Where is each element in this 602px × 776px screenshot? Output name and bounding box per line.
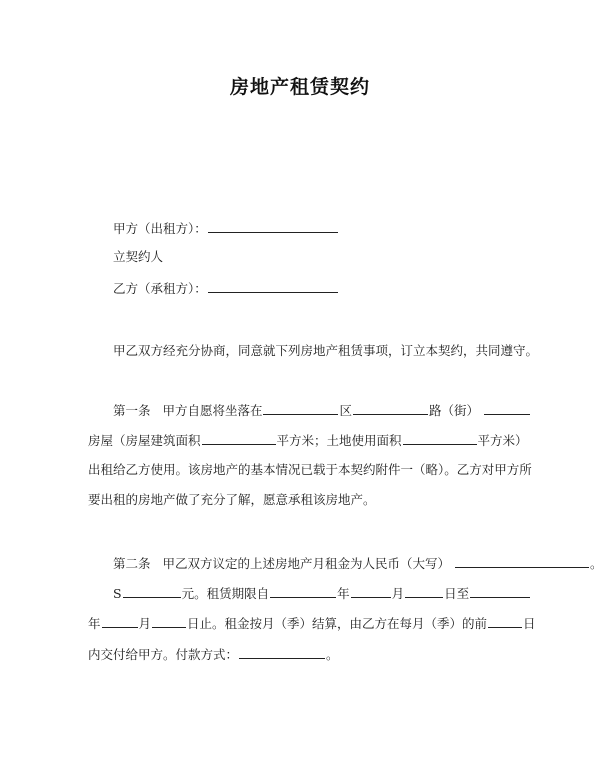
street-number-blank[interactable] — [484, 402, 530, 415]
start-month-blank[interactable] — [351, 585, 391, 598]
road-blank[interactable] — [353, 402, 428, 415]
party-b-label: 乙方（承租方）： — [113, 281, 207, 296]
article2-text: 日至 — [444, 586, 470, 601]
article1-text: 区 — [339, 403, 352, 418]
end-year-blank[interactable] — [470, 585, 530, 598]
article2-text: 甲乙双方议定的上述房地产月租金为人民币（大写） — [162, 556, 450, 571]
intro-paragraph: 甲乙双方经充分协商，同意就下列房地产租赁事项，订立本契约，共同遵守。 — [113, 343, 539, 358]
article2-text: 日 — [523, 616, 536, 631]
article2-line1 — [113, 555, 602, 572]
article2-text: 。 — [326, 647, 339, 662]
end-month-blank[interactable] — [102, 615, 138, 628]
article2-text: 月 — [391, 586, 405, 601]
article1-text: 平方米；土地使用面积 — [276, 433, 402, 448]
article1-line2 — [88, 432, 528, 449]
start-day-blank[interactable] — [405, 585, 443, 598]
party-b-blank[interactable] — [208, 280, 338, 293]
article1-line3: 出租给乙方使用。该房地产的基本情况已载于本契约附件一（略）。乙方对甲方所 — [88, 462, 532, 477]
party-b-line — [113, 280, 339, 297]
article1-text: 甲方自愿将坐落在 — [162, 403, 263, 418]
end-day-blank[interactable] — [152, 615, 186, 628]
party-a-blank[interactable] — [208, 220, 338, 233]
article1-text: 路（街） — [428, 403, 479, 418]
start-year-blank[interactable] — [270, 585, 336, 598]
article2-line4 — [88, 646, 339, 663]
article2-text: 。 — [589, 556, 602, 571]
land-area-blank[interactable] — [403, 432, 477, 445]
party-a-line — [113, 220, 339, 237]
article2-line2 — [113, 585, 531, 602]
article2-text: 年 — [337, 586, 350, 601]
article1-heading: 第一条 — [113, 403, 151, 418]
article1-text: 平方米） — [477, 433, 528, 448]
article1-line1 — [113, 402, 531, 419]
article2-heading: 第二条 — [113, 556, 151, 571]
article1-text: 房屋（房屋建筑面积 — [88, 433, 201, 448]
article1-line4: 要出租的房地产做了充分了解，愿意承租该房地产。 — [88, 492, 376, 507]
party-a-label: 甲方（出租方）： — [113, 221, 207, 236]
article2-text: 年 — [88, 616, 101, 631]
rent-uppercase-blank[interactable] — [455, 555, 589, 568]
payment-method-blank[interactable] — [239, 646, 325, 659]
currency-symbol: S — [113, 586, 122, 601]
document-title: 房地产租赁契约 — [229, 76, 370, 98]
rent-amount-blank[interactable] — [123, 585, 181, 598]
article2-text: 内交付给甲方。付款方式： — [88, 647, 239, 662]
article2-text: 月 — [138, 616, 152, 631]
article2-text: 日止。租金按月（季）结算，由乙方在每月（季）的前 — [187, 616, 488, 631]
article2-text: 元。租赁期限自 — [181, 586, 270, 601]
article2-line3 — [88, 615, 536, 632]
district-blank[interactable] — [263, 402, 338, 415]
building-area-blank[interactable] — [202, 432, 276, 445]
payment-days-blank[interactable] — [488, 615, 522, 628]
signatory-label: 立契约人 — [113, 249, 164, 264]
